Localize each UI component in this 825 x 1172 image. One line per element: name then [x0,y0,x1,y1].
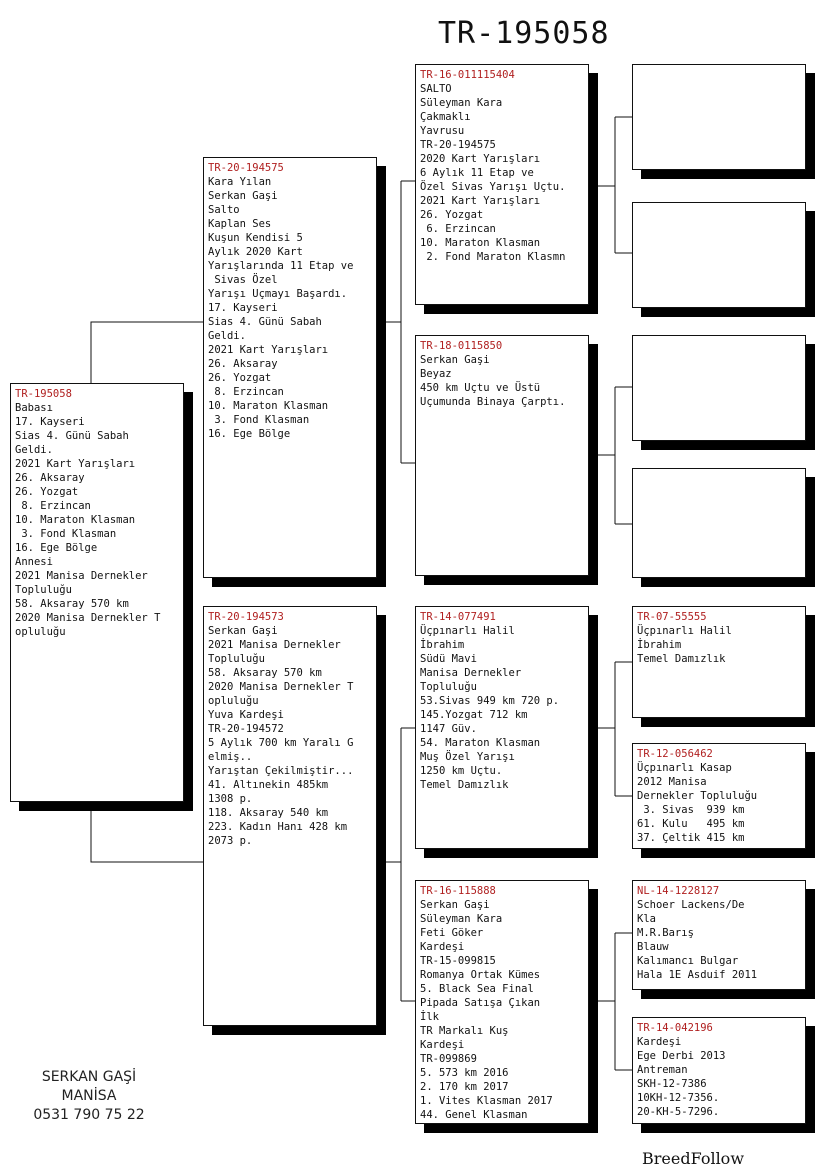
card-dam-sire[interactable] [415,606,589,849]
card-line: Annesi [15,556,53,568]
card-line: 5. Black Sea Final [420,983,534,995]
card-line: Serkan Gaşi [208,190,278,202]
card-body [15,401,179,639]
card-g3-8[interactable] [632,1017,806,1124]
card-sire[interactable] [203,157,377,578]
card-line: TR-20-194572 [208,723,284,735]
card-line: Dernekler Topluluğu [637,790,758,802]
card-line: 2. 170 km 2017 [420,1081,509,1093]
card-line: Kaplan Ses [208,218,272,230]
ring-number: TR-12-056462 [637,748,713,760]
card-line: 53.Sivas 949 km 720 p. [420,695,560,707]
breeder-contact [24,1068,154,1125]
card-line: 2021 Manisa Dernekler [15,570,148,582]
card-body [637,898,801,982]
card-line: 26. Aksaray [15,472,85,484]
ring-number: TR-07-55555 [637,611,707,623]
card-line: 2021 Kart Yarışları [15,458,136,470]
card-line: 2012 Manisa [637,776,707,788]
ring-number: TR-16-011115404 [420,69,515,81]
card-line: 20-KH-5-7296. [637,1106,720,1118]
card-line: Romanya Ortak Kümes [420,969,541,981]
card-line: Salto [208,204,240,216]
card-line: elmiş.. [208,751,253,763]
card-line: 450 km Uçtu ve Üstü [420,382,541,394]
card-line: Pipada Satışa Çıkan [420,997,541,1009]
card-line: Yarışlarında 11 Etap ve [208,260,354,272]
card-line: 118. Aksaray 540 km [208,807,329,819]
card-line: Yarıştan Çekilmiştir... [208,765,354,777]
card-body [208,175,372,441]
card-line: 5 Aylık 700 km Yaralı G [208,737,354,749]
card-line: SKH-12-7386 [637,1078,707,1090]
card-line: TR-20-194575 [420,139,496,151]
card-line: Blauw [637,941,669,953]
card-g3-5[interactable] [632,606,806,718]
card-line: Kalımancı Bulgar [637,955,739,967]
card-line: SALTO [420,83,452,95]
card-line: 17. Kayseri [15,416,85,428]
card-line: 16. Ege Bölge [208,428,291,440]
card-line: 16. Ege Bölge [15,542,98,554]
card-body [637,761,801,845]
card-g3-2[interactable] [632,202,806,308]
card-line: Uçumunda Binaya Çarptı. [420,396,566,408]
card-line: Çakmaklı [420,111,471,123]
card-line: 41. Altınekin 485km [208,779,329,791]
card-line: 10. Maraton Klasman [15,514,136,526]
breeder-name: SERKAN GAŞİ [41,1069,137,1085]
card-line: Beyaz [420,368,452,380]
ring-number: TR-14-042196 [637,1022,713,1034]
ring-number: TR-20-194573 [208,611,284,623]
card-line: Süleyman Kara [420,913,503,925]
card-line: Yavrusu [420,125,465,137]
card-line: 6 Aylık 11 Etap ve [420,167,534,179]
card-line: M.R.Barış [637,927,694,939]
brand-logo-text: BreedFollow [642,1149,745,1168]
card-line: Serkan Gaşi [420,899,490,911]
card-line: Kardeşi [420,1039,465,1051]
card-line: Özel Sivas Yarışı Uçtu. [420,181,566,193]
breeder-city: MANİSA [61,1088,117,1104]
card-line: 17. Kayseri [208,302,278,314]
card-line: 10. Maraton Klasman [208,400,329,412]
card-line: 26. Aksaray [208,358,278,370]
card-line: Yuva Kardeşi [208,709,284,721]
ring-number: TR-14-077491 [420,611,496,623]
card-line: 2. Fond Maraton Klasmn [420,251,566,263]
card-line: Geldi. [208,330,246,342]
card-g3-6[interactable] [632,743,806,849]
card-g3-7[interactable] [632,880,806,990]
card-line: 1147 Güv. [420,723,477,735]
card-line: Üçpınarlı Halil [420,625,515,637]
card-line: 37. Çeltik 415 km [637,832,745,844]
card-line: 223. Kadın Hanı 428 km [208,821,348,833]
breeder-phone: 0531 790 75 22 [33,1107,145,1123]
card-body [208,624,372,848]
card-line: Temel Damızlık [420,779,509,791]
card-line: 2021 Kart Yarışları [208,344,329,356]
card-line: 1308 p. [208,793,253,805]
card-line: 3. Fond Klasman [15,528,117,540]
card-line: Topluluğu [208,653,265,665]
card-line: 6. Erzincan [420,223,496,235]
card-line: 1. Vites Klasman 2017 [420,1095,553,1107]
ring-number: TR-195058 [15,388,72,400]
card-dam-dam[interactable] [415,880,589,1124]
card-line: Serkan Gaşi [420,354,490,366]
card-line: Ege Derbi 2013 [637,1050,726,1062]
card-line: 2073 p. [208,835,253,847]
card-sire-sire[interactable] [415,64,589,305]
card-line: 26. Yozgat [420,209,484,221]
card-line: 8. Erzincan [15,500,91,512]
card-line: Üçpınarlı Halil [637,625,732,637]
card-line: 10. Maraton Klasman [420,237,541,249]
card-line: Muş Özel Yarışı [420,751,515,763]
card-line: Sias 4. Günü Sabah [208,316,322,328]
card-line: Feti Göker [420,927,484,939]
card-line: Yarışı Uçmayı Başardı. [208,288,348,300]
card-line: Kuşun Kendisi 5 [208,232,303,244]
card-line: Schoer Lackens/De [637,899,745,911]
card-line: İbrahim [420,639,465,651]
card-line: Serkan Gaşi [208,625,278,637]
card-line: 1250 km Uçtu. [420,765,503,777]
card-sire-dam[interactable] [415,335,589,576]
card-line: Kardeşi [637,1036,682,1048]
card-line: Topluluğu [15,584,72,596]
card-g3-3[interactable] [632,335,806,441]
card-line: 2020 Kart Yarışları [420,153,541,165]
card-line: Babası [15,402,53,414]
card-line: Manisa Dernekler [420,667,522,679]
card-line: Hala 1E Asduif 2011 [637,969,758,981]
card-line: Kara Yılan [208,176,272,188]
card-line: 5. 573 km 2016 [420,1067,509,1079]
card-g3-4[interactable] [632,468,806,578]
card-line: 44. Genel Klasman [420,1109,528,1121]
card-line: İlk [420,1011,439,1023]
card-line: Geldi. [15,444,53,456]
card-line: TR-15-099815 [420,955,496,967]
card-line: 61. Kulu 495 km [637,818,745,830]
card-line: 2020 Manisa Dernekler T [15,612,161,624]
card-line: 26. Yozgat [208,372,272,384]
card-line: opluluğu [208,695,259,707]
card-line: 3. Sivas 939 km [637,804,745,816]
card-line: Kardeşi [420,941,465,953]
card-subject[interactable] [10,383,184,802]
card-body [420,898,584,1122]
card-line: 8. Erzincan [208,386,284,398]
card-line: TR Markalı Kuş [420,1025,509,1037]
card-body [420,624,584,792]
card-body [420,82,584,264]
card-body [637,1035,801,1119]
card-line: 54. Maraton Klasman [420,737,541,749]
card-line: Sias 4. Günü Sabah [15,430,129,442]
card-line: Sivas Özel [208,274,278,286]
card-line: opluluğu [15,626,66,638]
card-line: 10KH-12-7356. [637,1092,720,1104]
card-line: 2021 Manisa Dernekler [208,639,341,651]
card-line: Südü Mavi [420,653,477,665]
ring-number: TR-16-115888 [420,885,496,897]
card-line: Topluluğu [420,681,477,693]
card-line: İbrahim [637,639,682,651]
card-line: 2020 Manisa Dernekler T [208,681,354,693]
card-line: 2021 Kart Yarışları [420,195,541,207]
ring-number: TR-18-0115850 [420,340,503,352]
card-line: Temel Damızlık [637,653,726,665]
card-line: 58. Aksaray 570 km [208,667,322,679]
card-line: Süleyman Kara [420,97,503,109]
ring-number: TR-20-194575 [208,162,284,174]
card-line: 145.Yozgat 712 km [420,709,528,721]
card-line: Antreman [637,1064,688,1076]
card-g3-1[interactable] [632,64,806,170]
card-line: Kla [637,913,656,925]
card-line: 58. Aksaray 570 km [15,598,129,610]
card-line: 3. Fond Klasman [208,414,310,426]
card-line: Üçpınarlı Kasap [637,762,732,774]
card-dam[interactable] [203,606,377,1026]
card-line: Aylık 2020 Kart [208,246,303,258]
card-body [420,353,584,409]
card-line: TR-099869 [420,1053,477,1065]
card-line: 26. Yozgat [15,486,79,498]
ring-number: NL-14-1228127 [637,885,720,897]
card-body [637,624,801,666]
pedigree-title: TR-195058 [438,16,610,51]
